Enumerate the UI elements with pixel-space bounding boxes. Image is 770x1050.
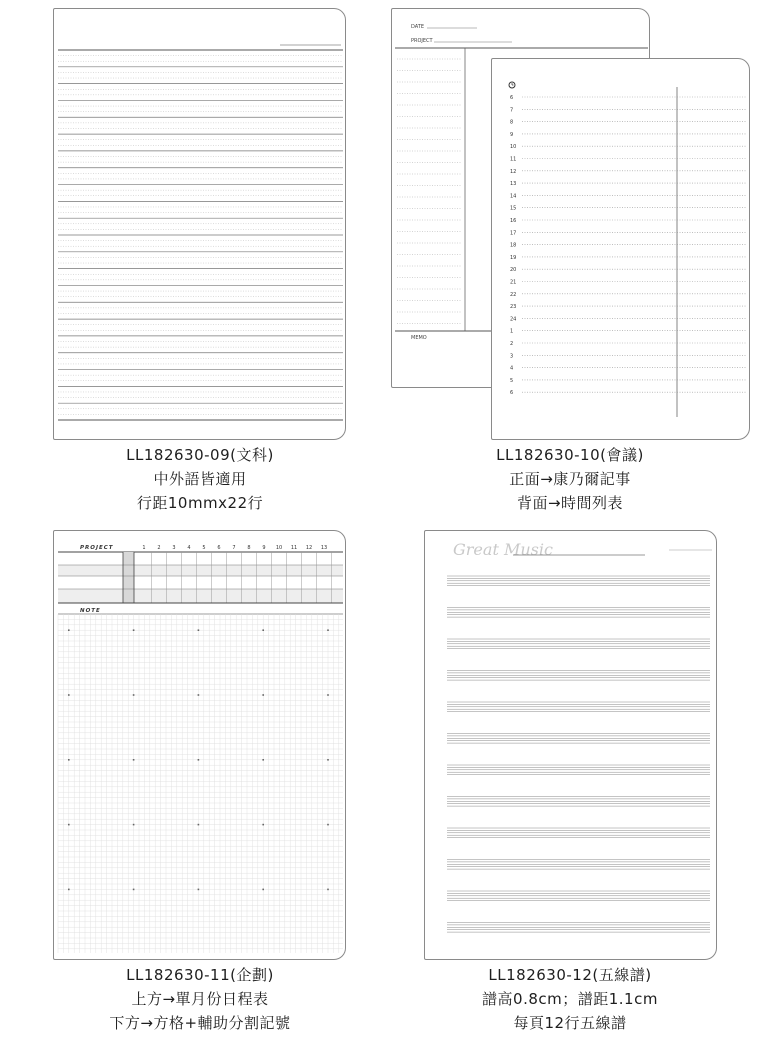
hour-label: 10 <box>510 144 517 151</box>
division-mark <box>262 889 264 891</box>
division-mark <box>68 889 70 891</box>
division-mark <box>198 824 200 826</box>
month-number: 8 <box>247 545 251 551</box>
division-mark <box>327 759 329 761</box>
hour-label: 8 <box>510 119 514 126</box>
hour-label: 19 <box>510 254 517 261</box>
planner-page-drawing <box>54 531 346 960</box>
hour-label: 5 <box>510 377 514 384</box>
hour-label: 4 <box>510 365 514 372</box>
hour-label: 16 <box>510 218 517 224</box>
division-mark <box>262 759 264 761</box>
hour-label: 15 <box>510 205 517 212</box>
product-11-code: LL182630-11(企劃) <box>126 966 274 984</box>
product-11-caption <box>30 963 370 1035</box>
hour-label: 23 <box>510 304 517 311</box>
hour-label: 3 <box>510 353 514 360</box>
month-number: 11 <box>290 545 298 551</box>
product-09-spec: 行距10mmx22行 <box>136 494 264 512</box>
hour-label: 17 <box>510 230 517 237</box>
hour-label: 6 <box>510 95 514 101</box>
hour-label: 6 <box>510 390 514 397</box>
svg-text:Great Music: Great Music <box>453 540 553 559</box>
hour-label: 22 <box>510 291 517 298</box>
product-10-front: 正面→康乃爾記事 <box>509 470 631 488</box>
music-logo <box>453 540 553 559</box>
division-mark <box>198 629 200 631</box>
product-12-spec: 譜高0.8cm；譜距1.1cm <box>482 990 658 1008</box>
month-number: 4 <box>187 545 191 551</box>
division-mark <box>327 889 329 891</box>
hour-label: 24 <box>510 316 517 323</box>
month-number: 9 <box>262 545 266 551</box>
division-mark <box>262 629 264 631</box>
division-mark <box>262 824 264 826</box>
month-number: 6 <box>217 545 221 551</box>
notebook-page-music <box>424 530 717 960</box>
notebook-page-timetable <box>491 58 750 440</box>
product-11-top: 上方→單月份日程表 <box>131 990 269 1008</box>
clock-icon <box>509 82 515 88</box>
hour-label: 13 <box>510 181 517 188</box>
division-mark <box>133 759 135 761</box>
month-number: 3 <box>172 545 176 551</box>
hour-label: 21 <box>510 279 517 286</box>
product-11-bottom: 下方→方格+輔助分割記號 <box>109 1014 291 1032</box>
division-mark <box>133 694 135 696</box>
notebook-page-planner <box>53 530 346 960</box>
division-mark <box>327 694 329 696</box>
hour-label: 20 <box>510 267 517 274</box>
hour-label: 18 <box>510 242 517 249</box>
month-number: 5 <box>202 545 206 551</box>
hour-label: 12 <box>510 168 517 175</box>
product-12-code: LL182630-12(五線譜) <box>488 966 652 984</box>
month-number: 2 <box>157 545 161 551</box>
hour-label: 9 <box>510 131 514 138</box>
hour-label: 11 <box>510 156 517 163</box>
notebook-page-lined <box>53 8 346 440</box>
division-mark <box>198 889 200 891</box>
hour-label: 14 <box>510 193 517 200</box>
division-mark <box>68 694 70 696</box>
project-label: PROJECT <box>411 38 433 44</box>
product-09-code: LL182630-09(文科) <box>126 446 274 464</box>
month-number: 12 <box>305 545 313 551</box>
memo-label: MEMO <box>411 335 427 341</box>
date-label: DATE <box>411 24 425 30</box>
division-mark <box>262 694 264 696</box>
month-number: 7 <box>232 545 236 551</box>
note-label: NOTE <box>80 608 101 614</box>
month-number: 13 <box>320 545 328 551</box>
hour-label: 1 <box>510 328 514 335</box>
division-mark <box>68 759 70 761</box>
project-label: PROJECT <box>80 545 114 551</box>
product-12-caption <box>400 963 740 1035</box>
division-mark <box>133 824 135 826</box>
hour-label: 7 <box>510 107 514 114</box>
product-12-count: 每頁12行五線譜 <box>513 1014 627 1032</box>
lined-page-drawing <box>54 9 346 440</box>
hour-label: 2 <box>510 341 514 347</box>
division-mark <box>133 889 135 891</box>
division-mark <box>133 629 135 631</box>
division-mark <box>327 629 329 631</box>
product-10-back: 背面→時間列表 <box>516 494 624 512</box>
division-mark <box>327 824 329 826</box>
timetable-page-drawing <box>492 59 750 440</box>
division-mark <box>198 759 200 761</box>
division-mark <box>198 694 200 696</box>
music-page-drawing <box>425 531 717 960</box>
month-number: 10 <box>275 545 283 551</box>
division-mark <box>68 824 70 826</box>
product-09-feature: 中外語皆適用 <box>153 470 247 488</box>
product-10-caption <box>400 443 740 515</box>
product-10-code: LL182630-10(會議) <box>496 446 644 464</box>
product-09-caption <box>30 443 370 515</box>
month-number: 1 <box>142 545 146 551</box>
division-mark <box>68 629 70 631</box>
